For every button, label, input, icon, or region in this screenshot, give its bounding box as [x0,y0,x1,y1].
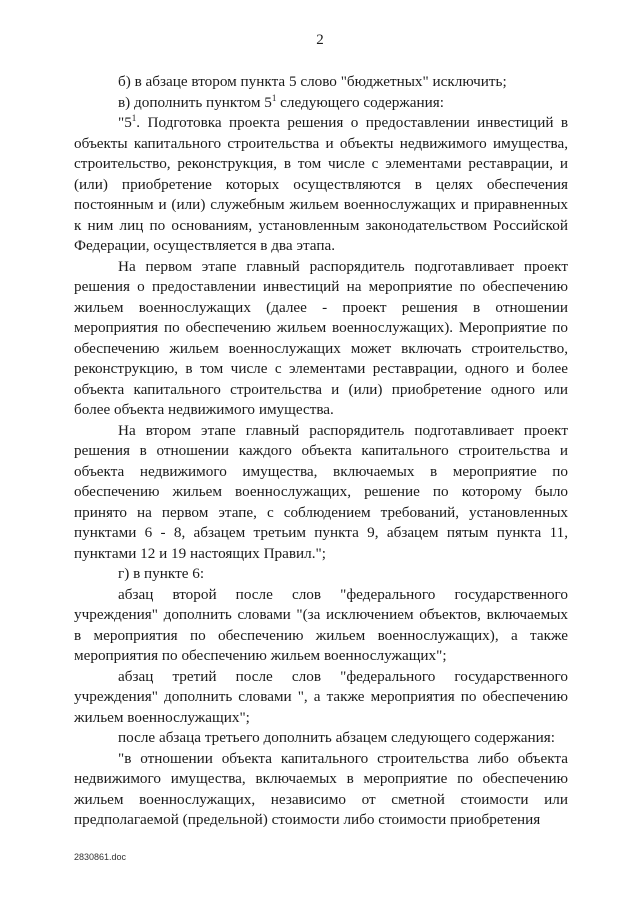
paragraph-b: б) в абзаце втором пункта 5 слово "бюджетных" исключить; [118,73,507,90]
superscript: 1 [271,92,277,103]
paragraph-g: г) в пункте 6: [118,565,205,582]
paragraph-v [74,93,568,114]
paragraph-abzac-third: абзац третий после слов "федерального государственного учреждения" дополнить словами ", а также мероприятия по обеспечению жильем военнослужащих"; [74,667,568,726]
footer-filename: 2830861.doc [74,852,127,862]
paragraph-quote: "в отношении объекта капитального строительства либо объекта недвижимого имущества, включаемых в мероприятие по обеспечению жильем военнослужащих, независимо от сметной стоимости или предполагаемой (предельной) стоимости либо стоимости приобретения [74,749,568,828]
paragraph-5-1 [74,113,568,257]
document-body [74,72,568,831]
paragraph-5-1-text: . Подготовка проекта решения о предоставлении инвестиций в объекты капитального строительства и объекты недвижимого имущества, строительство, реконструкция, в том числе с элементами реставрации, и (или) приобретение которых осуществляются в целях обеспечения постоянным и (или) служебным жильем военнослужащих и приравненных к ним лиц по основаниям, установленным законодательством Российской Федерации, осуществляется в два этапа. [74,114,568,254]
paragraph-second-stage: На втором этапе главный распорядитель подготавливает проект решения в отношении каждого объекта капитального строительства и объекта недвижимого имущества, включаемых в мероприятие по обеспечению жильем военнослужащих, решение по которому было принято на первом этапе, с соблюдением требований, установленных пунктами 6 - 8, абзацем третьим пункта 9, абзацем пятым пункта 11, пунктами 12 и 19 настоящих Правил."; [74,421,568,562]
page-number: 2 [316,32,324,48]
paragraph-add-abzac: после абзаца третьего дополнить абзацем следующего содержания: [118,729,555,746]
paragraph-5-1-open: "5 [118,114,132,131]
paragraph-v-text: в) дополнить пунктом 5 [118,93,272,111]
paragraph-first-stage: На первом этапе главный распорядитель подготавливает проект решения о предоставлении инвестиций на мероприятие по обеспечению жильем военнослужащих (далее - проект решения в отношении мероприятия по обеспечению жильем военнослужащих). Мероприятие по обеспечению жильем военнослужащих может включать строительство, реконструкцию, в том числе с элементами реставрации, одного и более объекта капитального строительства и (или) приобретение одного или более объекта недвижимого имущества. [74,257,568,418]
paragraph-v-tail: следующего содержания: [276,93,444,111]
superscript: 1 [131,112,137,123]
paragraph-abzac-second: абзац второй после слов "федерального государственного учреждения" дополнить словами "(за исключением объектов, включаемых в мероприятия по обеспечению жильем военнослужащих), а также мероприятия по обеспечению жильем военнослужащих"; [74,585,568,664]
